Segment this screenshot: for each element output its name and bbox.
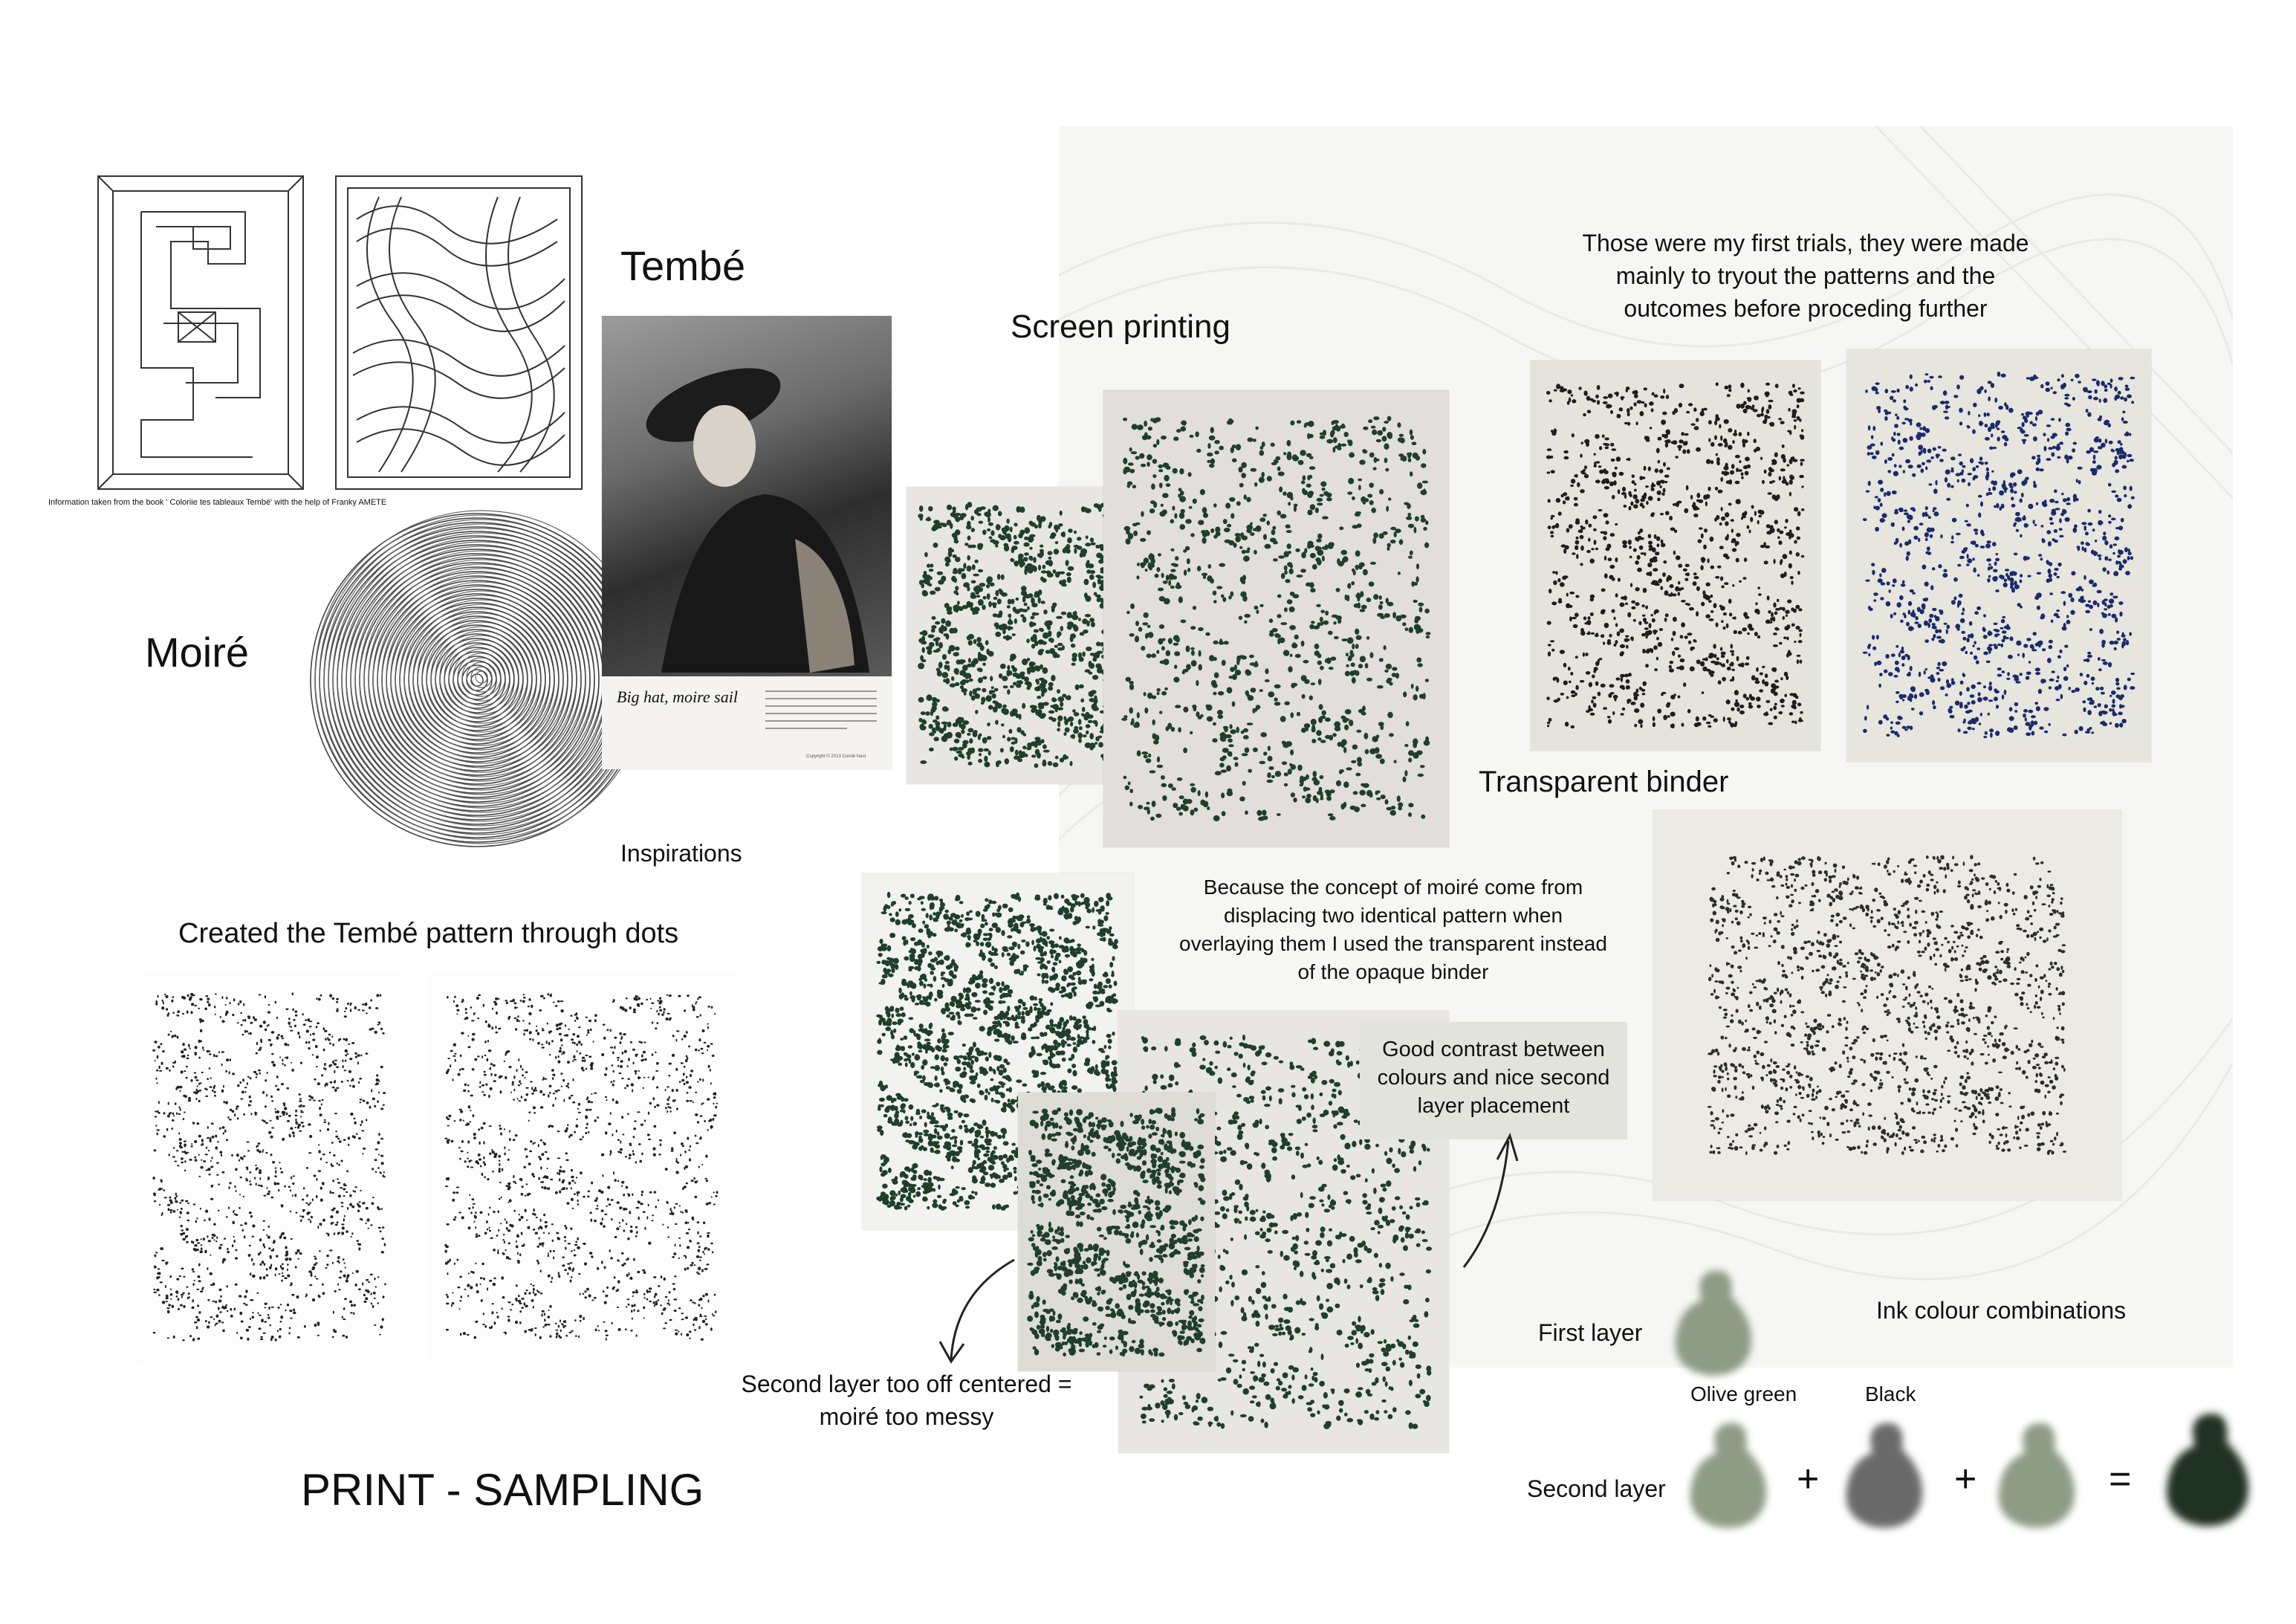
- plus-sign-1: +: [1797, 1458, 1820, 1501]
- magazine-caption: Big hat, moire sail: [617, 688, 738, 706]
- dotted-tembe-pattern-2: [427, 970, 736, 1364]
- inspirations-label: Inspirations: [620, 840, 742, 867]
- magazine-inspiration-page: [602, 316, 892, 769]
- first-trial-black-print: [1531, 360, 1820, 751]
- arrow-up-icon: [1456, 1130, 1523, 1271]
- tembe-title: Tembé: [620, 242, 746, 289]
- created-dots-label: Created the Tembé pattern through dots: [178, 918, 679, 949]
- arrow-down-icon: [933, 1256, 1022, 1368]
- info-note: Information taken from the book ' Coloriie tes tableaux Tembé' with the help of Franky AMETE: [48, 498, 387, 507]
- tembe-outline-pattern-2: [334, 175, 583, 491]
- olive-swatch-icon: [1984, 1416, 2088, 1535]
- transparent-binder-print: [1653, 810, 2121, 1200]
- magazine-body-text: [765, 688, 877, 740]
- dotted-tembe-pattern-1: [137, 970, 401, 1364]
- ink-combinations-title: Ink colour combinations: [1876, 1297, 2127, 1324]
- screen-print-photo-2: [1103, 390, 1449, 847]
- screen-print-photo-5: [1018, 1093, 1215, 1371]
- black-swatch-icon: [1832, 1416, 1936, 1535]
- screen-print-photo-1: [907, 487, 1137, 784]
- moire-concept-text: Because the concept of moiré come from displacing two identical pattern when overlaying them I used the transparent instead of the opaque binder: [1179, 876, 1607, 983]
- off-centered-text: Second layer too off centered = moiré too messy: [741, 1371, 1072, 1430]
- second-layer-olive-swatch-icon: [1676, 1416, 1780, 1535]
- tembe-outline-pattern-1: [97, 175, 305, 491]
- transparent-binder-title: Transparent binder: [1479, 766, 1729, 798]
- magazine-photo: [602, 316, 892, 676]
- print-sampling-title: PRINT - SAMPLING: [301, 1465, 704, 1515]
- first-trial-blue-print: [1846, 349, 2151, 762]
- second-layer-label: Second layer: [1527, 1475, 1666, 1502]
- first-trials-text: Those were my first trials, they were made mainly to tryout the patterns and the outcomes before proceding further: [1582, 230, 2029, 322]
- first-layer-olive-swatch-icon: [1661, 1264, 1765, 1382]
- first-layer-label: First layer: [1538, 1319, 1643, 1346]
- equals-sign: =: [2109, 1458, 2132, 1501]
- mixed-result-swatch-icon: [2151, 1405, 2263, 1535]
- black-label: Black: [1865, 1382, 1916, 1405]
- magazine-copyright: Copyright © 2013 Condé Nast: [806, 754, 866, 759]
- good-contrast-note: Good contrast between colours and nice second layer placement: [1360, 1022, 1627, 1139]
- screen-printing-title: Screen printing: [1011, 308, 1230, 345]
- moire-title: Moiré: [145, 629, 250, 676]
- moire-circle: [305, 494, 650, 866]
- olive-green-label: Olive green: [1690, 1382, 1797, 1405]
- plus-sign-2: +: [1954, 1458, 1977, 1501]
